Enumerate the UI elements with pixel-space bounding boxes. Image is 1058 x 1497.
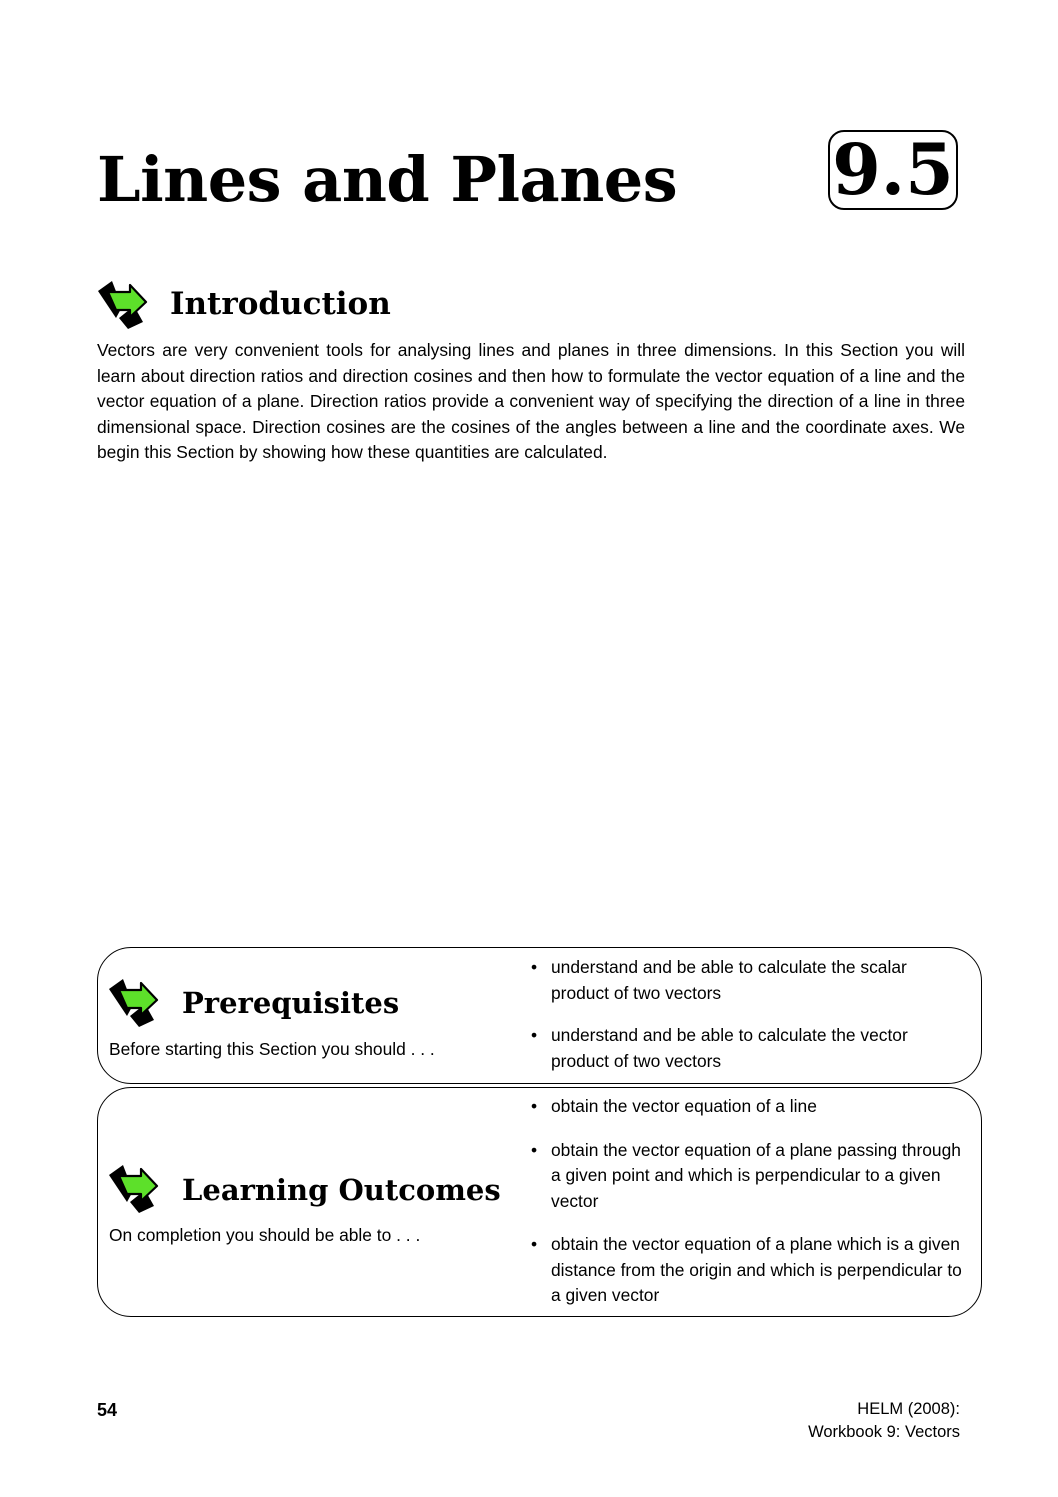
introduction-heading: Introduction [170,286,391,322]
learning-outcomes-list [528,1094,968,1309]
prerequisites-subtitle: Before starting this Section you should . . . [109,1039,435,1059]
green-arrow-icon [106,1158,162,1214]
list-item: • understand and be able to calculate the vector product of two vectors [528,1023,968,1074]
learning-outcomes-box [97,1087,982,1317]
list-item: • understand and be able to calculate the scalar product of two vectors [528,955,968,1006]
prerequisites-heading: Prerequisites [182,986,400,1020]
page-title: Lines and Planes [97,143,678,216]
footer-source-line1: HELM (2008): [857,1400,960,1418]
green-arrow-icon [95,274,151,330]
prerequisites-list [528,955,968,1074]
list-item: • obtain the vector equation of a line [528,1094,968,1120]
green-arrow-icon [106,972,162,1028]
learning-outcomes-subtitle: On completion you should be able to . . . [109,1225,421,1245]
page-number: 54 [97,1400,118,1420]
footer-source [808,1398,960,1444]
section-number-badge: 9.5 [828,130,958,210]
introduction-text: Vectors are very convenient tools for analysing lines and planes in three dimensions. In this Section you will learn about direction ratios and direction cosines and then how to formulate the vector equation of a line and the vector equation of a plane. Direction ratios provide a convenient way of specifying the direction of a line in three dimensional space. Direction cosines are the cosines of the angles between a line and the coordinate axes. We begin this Section by showing how these quantities are calculated. [97,340,965,462]
list-item: • obtain the vector equation of a plane which is a given distance from the origin and which is perpendicular to a given vector [528,1232,968,1309]
footer-source-line2: Workbook 9: Vectors [808,1423,960,1441]
learning-outcomes-heading: Learning Outcomes [182,1173,501,1207]
list-item: • obtain the vector equation of a plane passing through a given point and which is perpendicular to a given vector [528,1138,968,1215]
prerequisites-box [97,947,982,1084]
